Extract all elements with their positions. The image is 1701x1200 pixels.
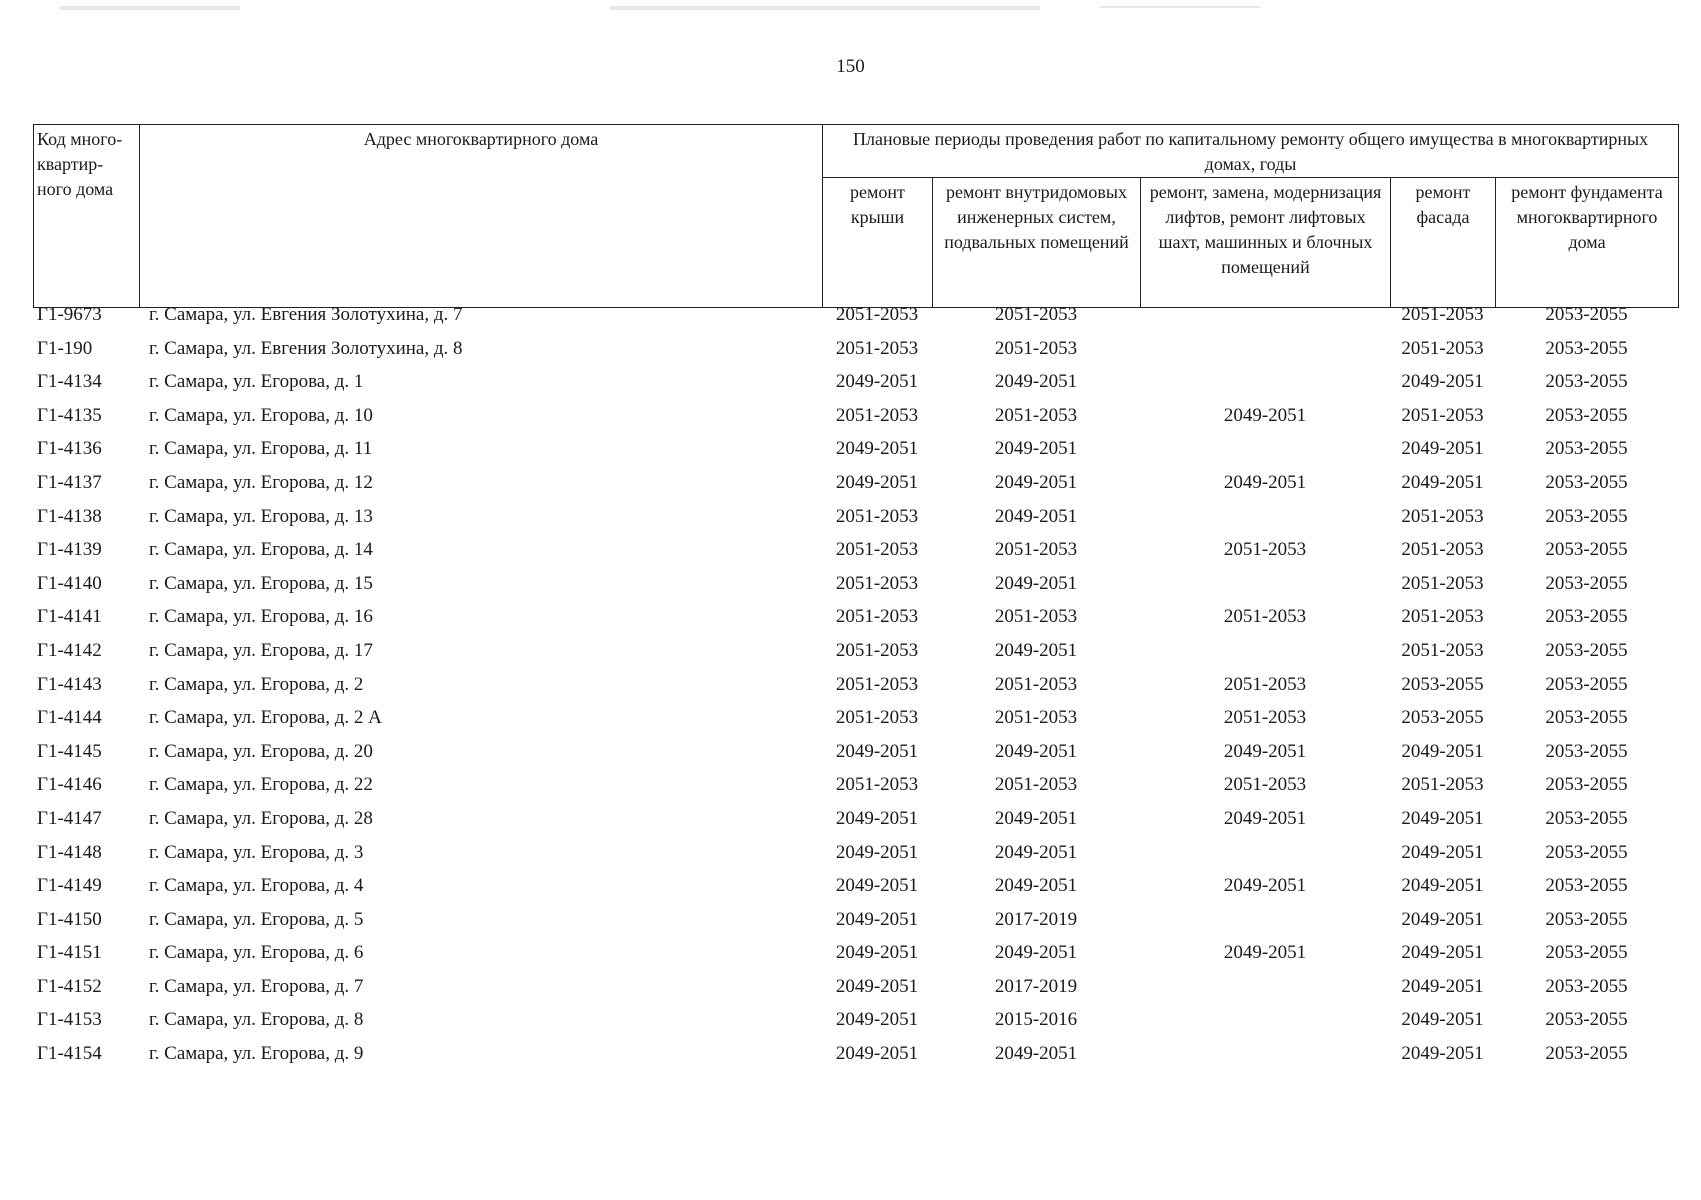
cell-code: Г1-4141 (37, 606, 102, 628)
table-row (33, 942, 1678, 976)
cell-code: Г1-4143 (37, 673, 102, 695)
cell-roof: 2049-2051 (835, 942, 919, 964)
cell-code: Г1-4154 (37, 1043, 102, 1065)
cell-facade: 2051-2053 (1401, 572, 1484, 594)
cell-foundation: 2053-2055 (1545, 505, 1628, 527)
cell-roof: 2051-2053 (835, 606, 919, 628)
table-row (33, 506, 1678, 540)
cell-address: г. Самара, ул. Евгения Золотухина, д. 8 (149, 337, 463, 359)
cell-foundation: 2053-2055 (1545, 1009, 1628, 1031)
cell-systems: 2049-2051 (994, 471, 1078, 493)
cell-systems: 2051-2053 (994, 606, 1078, 628)
cell-address: г. Самара, ул. Егорова, д. 4 (149, 875, 364, 897)
cell-systems: 2049-2051 (994, 875, 1078, 897)
table-row (33, 741, 1678, 775)
table-row (33, 304, 1678, 338)
table-row (33, 371, 1678, 405)
cell-address: г. Самара, ул. Егорова, д. 12 (149, 471, 373, 493)
cell-foundation: 2053-2055 (1545, 841, 1628, 863)
cell-elevators: 2051-2053 (1223, 606, 1307, 628)
cell-code: Г1-4137 (37, 471, 102, 493)
cell-roof: 2051-2053 (835, 404, 919, 426)
cell-elevators (1140, 1043, 1390, 1077)
table-row (33, 338, 1678, 372)
cell-systems: 2051-2053 (994, 404, 1078, 426)
scan-artifact (610, 6, 1040, 10)
cell-address: г. Самара, ул. Егорова, д. 5 (149, 908, 364, 930)
cell-foundation: 2053-2055 (1545, 942, 1628, 964)
cell-foundation: 2053-2055 (1545, 606, 1628, 628)
cell-roof: 2051-2053 (835, 774, 919, 796)
cell-systems: 2049-2051 (994, 371, 1078, 393)
cell-address: г. Самара, ул. Егорова, д. 8 (149, 1009, 364, 1031)
cell-foundation: 2053-2055 (1545, 807, 1628, 829)
cell-systems: 2017-2019 (994, 908, 1078, 930)
cell-facade: 2049-2051 (1401, 841, 1484, 863)
cell-foundation: 2053-2055 (1545, 1043, 1628, 1065)
cell-facade: 2049-2051 (1401, 371, 1484, 393)
cell-roof: 2049-2051 (835, 841, 919, 863)
cell-facade: 2049-2051 (1401, 875, 1484, 897)
table-row (33, 1009, 1678, 1043)
table-row (33, 909, 1678, 943)
cell-systems: 2049-2051 (994, 807, 1078, 829)
cell-roof: 2049-2051 (835, 740, 919, 762)
cell-facade: 2049-2051 (1401, 438, 1484, 460)
cell-systems: 2051-2053 (994, 673, 1078, 695)
cell-address: г. Самара, ул. Егорова, д. 22 (149, 774, 373, 796)
cell-foundation: 2053-2055 (1545, 471, 1628, 493)
cell-code: Г1-4153 (37, 1009, 102, 1031)
page-number: 150 (836, 56, 865, 77)
cell-systems: 2049-2051 (994, 639, 1078, 661)
cell-elevators: 2051-2053 (1223, 774, 1307, 796)
cell-facade: 2049-2051 (1401, 471, 1484, 493)
cell-roof: 2049-2051 (835, 807, 919, 829)
cell-roof: 2049-2051 (835, 1009, 919, 1031)
cell-code: Г1-4150 (37, 908, 102, 930)
cell-foundation: 2053-2055 (1545, 740, 1628, 762)
header-code: Код много-квартир-ного дома (34, 125, 140, 308)
table-row (33, 405, 1678, 439)
cell-systems: 2049-2051 (994, 740, 1078, 762)
table-row (33, 606, 1678, 640)
header-systems: ремонт внутридомовых инженерных систем, подвальных помещений (933, 178, 1141, 308)
cell-roof: 2049-2051 (835, 438, 919, 460)
cell-elevators (1140, 1009, 1390, 1043)
cell-address: г. Самара, ул. Егорова, д. 2 (149, 673, 364, 695)
cell-systems: 2049-2051 (994, 438, 1078, 460)
cell-facade: 2049-2051 (1401, 975, 1484, 997)
cell-elevators (1140, 506, 1390, 540)
cell-address: г. Самара, ул. Егорова, д. 1 (149, 371, 364, 393)
cell-code: Г1-4139 (37, 539, 102, 561)
cell-facade: 2051-2053 (1401, 539, 1484, 561)
scan-artifact (60, 6, 240, 10)
cell-roof: 2051-2053 (835, 539, 919, 561)
cell-facade: 2049-2051 (1401, 1043, 1484, 1065)
cell-elevators: 2051-2053 (1223, 673, 1307, 695)
table-row (33, 472, 1678, 506)
cell-foundation: 2053-2055 (1545, 371, 1628, 393)
cell-foundation: 2053-2055 (1545, 337, 1628, 359)
cell-elevators: 2049-2051 (1223, 875, 1307, 897)
cell-foundation: 2053-2055 (1545, 304, 1628, 325)
cell-elevators: 2049-2051 (1223, 404, 1307, 426)
cell-elevators (1140, 909, 1390, 943)
cell-code: Г1-4151 (37, 942, 102, 964)
cell-foundation: 2053-2055 (1545, 572, 1628, 594)
cell-code: Г1-4145 (37, 740, 102, 762)
cell-facade: 2049-2051 (1401, 807, 1484, 829)
cell-elevators: 2049-2051 (1223, 942, 1307, 964)
cell-address: г. Самара, ул. Егорова, д. 11 (149, 438, 373, 460)
cell-roof: 2049-2051 (835, 1043, 919, 1065)
cell-code: Г1-4140 (37, 572, 102, 594)
cell-code: Г1-9673 (37, 304, 102, 325)
cell-roof: 2049-2051 (835, 471, 919, 493)
cell-systems: 2049-2051 (994, 572, 1078, 594)
cell-elevators (1140, 842, 1390, 876)
cell-elevators: 2049-2051 (1223, 740, 1307, 762)
cell-elevators (1140, 371, 1390, 405)
cell-address: г. Самара, ул. Егорова, д. 28 (149, 807, 373, 829)
table-row (33, 707, 1678, 741)
cell-facade: 2053-2055 (1401, 707, 1484, 729)
cell-roof: 2049-2051 (835, 908, 919, 930)
cell-address: г. Самара, ул. Егорова, д. 17 (149, 639, 373, 661)
cell-facade: 2051-2053 (1401, 505, 1484, 527)
cell-foundation: 2053-2055 (1545, 438, 1628, 460)
cell-roof: 2051-2053 (835, 304, 919, 325)
cell-address: г. Самара, ул. Егорова, д. 10 (149, 404, 373, 426)
table-row (33, 539, 1678, 573)
table-row (33, 640, 1678, 674)
cell-systems: 2049-2051 (994, 841, 1078, 863)
cell-address: г. Самара, ул. Егорова, д. 3 (149, 841, 364, 863)
cell-roof: 2051-2053 (835, 707, 919, 729)
cell-code: Г1-4152 (37, 975, 102, 997)
cell-systems: 2051-2053 (994, 539, 1078, 561)
cell-address: г. Самара, ул. Евгения Золотухина, д. 7 (149, 304, 463, 325)
cell-code: Г1-190 (37, 337, 93, 359)
table-row (33, 674, 1678, 708)
cell-address: г. Самара, ул. Егорова, д. 2 А (149, 707, 382, 729)
cell-code: Г1-4146 (37, 774, 102, 796)
cell-foundation: 2053-2055 (1545, 404, 1628, 426)
cell-roof: 2049-2051 (835, 371, 919, 393)
cell-facade: 2051-2053 (1401, 774, 1484, 796)
cell-facade: 2049-2051 (1401, 1009, 1484, 1031)
table-row (33, 438, 1678, 472)
cell-foundation: 2053-2055 (1545, 639, 1628, 661)
cell-roof: 2051-2053 (835, 572, 919, 594)
cell-code: Г1-4149 (37, 875, 102, 897)
cell-systems: 2051-2053 (994, 304, 1078, 325)
cell-foundation: 2053-2055 (1545, 707, 1628, 729)
cell-facade: 2049-2051 (1401, 740, 1484, 762)
cell-code: Г1-4134 (37, 371, 102, 393)
cell-code: Г1-4148 (37, 841, 102, 863)
cell-elevators (1140, 304, 1390, 338)
cell-code: Г1-4144 (37, 707, 102, 729)
cell-roof: 2051-2053 (835, 639, 919, 661)
cell-code: Г1-4138 (37, 505, 102, 527)
cell-systems: 2051-2053 (994, 774, 1078, 796)
table-row (33, 976, 1678, 1010)
table-row (33, 774, 1678, 808)
cell-systems: 2049-2051 (994, 1043, 1078, 1065)
cell-systems: 2017-2019 (994, 975, 1078, 997)
cell-address: г. Самара, ул. Егорова, д. 7 (149, 975, 364, 997)
cell-foundation: 2053-2055 (1545, 908, 1628, 930)
cell-code: Г1-4142 (37, 639, 102, 661)
cell-elevators (1140, 338, 1390, 372)
cell-foundation: 2053-2055 (1545, 875, 1628, 897)
cell-facade: 2051-2053 (1401, 404, 1484, 426)
cell-systems: 2051-2053 (994, 707, 1078, 729)
header-elevators: ремонт, замена, модернизация лифтов, ремонт лифтовых шахт, машинных и блочных помещений (1141, 178, 1391, 308)
table-row (33, 875, 1678, 909)
cell-foundation: 2053-2055 (1545, 975, 1628, 997)
cell-facade: 2051-2053 (1401, 304, 1484, 325)
cell-facade: 2051-2053 (1401, 639, 1484, 661)
cell-foundation: 2053-2055 (1545, 539, 1628, 561)
cell-systems: 2051-2053 (994, 337, 1078, 359)
cell-roof: 2051-2053 (835, 337, 919, 359)
cell-code: Г1-4147 (37, 807, 102, 829)
cell-address: г. Самара, ул. Егорова, д. 14 (149, 539, 373, 561)
header-address: Адрес многоквартирного дома (140, 125, 823, 308)
cell-address: г. Самара, ул. Егорова, д. 13 (149, 505, 373, 527)
cell-elevators: 2049-2051 (1223, 807, 1307, 829)
table-header (33, 124, 1679, 308)
cell-elevators (1140, 573, 1390, 607)
cell-address: г. Самара, ул. Егорова, д. 20 (149, 740, 373, 762)
cell-foundation: 2053-2055 (1545, 774, 1628, 796)
header-foundation: ремонт фундамента многоквартирного дома (1496, 178, 1679, 308)
cell-elevators (1140, 438, 1390, 472)
cell-facade: 2053-2055 (1401, 673, 1484, 695)
cell-address: г. Самара, ул. Егорова, д. 6 (149, 942, 364, 964)
cell-roof: 2051-2053 (835, 505, 919, 527)
table-row (33, 1043, 1678, 1077)
cell-elevators: 2049-2051 (1223, 471, 1307, 493)
cell-address: г. Самара, ул. Егорова, д. 15 (149, 572, 373, 594)
cell-elevators: 2051-2053 (1223, 707, 1307, 729)
table-row (33, 842, 1678, 876)
cell-roof: 2049-2051 (835, 875, 919, 897)
header-roof: ремонт крыши (823, 178, 933, 308)
table-row (33, 808, 1678, 842)
cell-roof: 2051-2053 (835, 673, 919, 695)
cell-elevators (1140, 640, 1390, 674)
cell-code: Г1-4136 (37, 438, 102, 460)
cell-address: г. Самара, ул. Егорова, д. 16 (149, 606, 373, 628)
cell-elevators: 2051-2053 (1223, 539, 1307, 561)
scan-artifact (1100, 6, 1260, 8)
header-periods-group: Плановые периоды проведения работ по капитальному ремонту общего имущества в многоквартирных домах, годы (823, 125, 1679, 178)
cell-facade: 2049-2051 (1401, 942, 1484, 964)
cell-roof: 2049-2051 (835, 975, 919, 997)
header-facade: ремонт фасада (1391, 178, 1496, 308)
cell-address: г. Самара, ул. Егорова, д. 9 (149, 1043, 364, 1065)
cell-code: Г1-4135 (37, 404, 102, 426)
cell-systems: 2015-2016 (994, 1009, 1078, 1031)
cell-systems: 2049-2051 (994, 942, 1078, 964)
cell-systems: 2049-2051 (994, 505, 1078, 527)
table-row (33, 573, 1678, 607)
cell-foundation: 2053-2055 (1545, 673, 1628, 695)
cell-facade: 2049-2051 (1401, 908, 1484, 930)
cell-elevators (1140, 976, 1390, 1010)
table-body (33, 304, 1678, 1077)
cell-facade: 2051-2053 (1401, 606, 1484, 628)
cell-facade: 2051-2053 (1401, 337, 1484, 359)
